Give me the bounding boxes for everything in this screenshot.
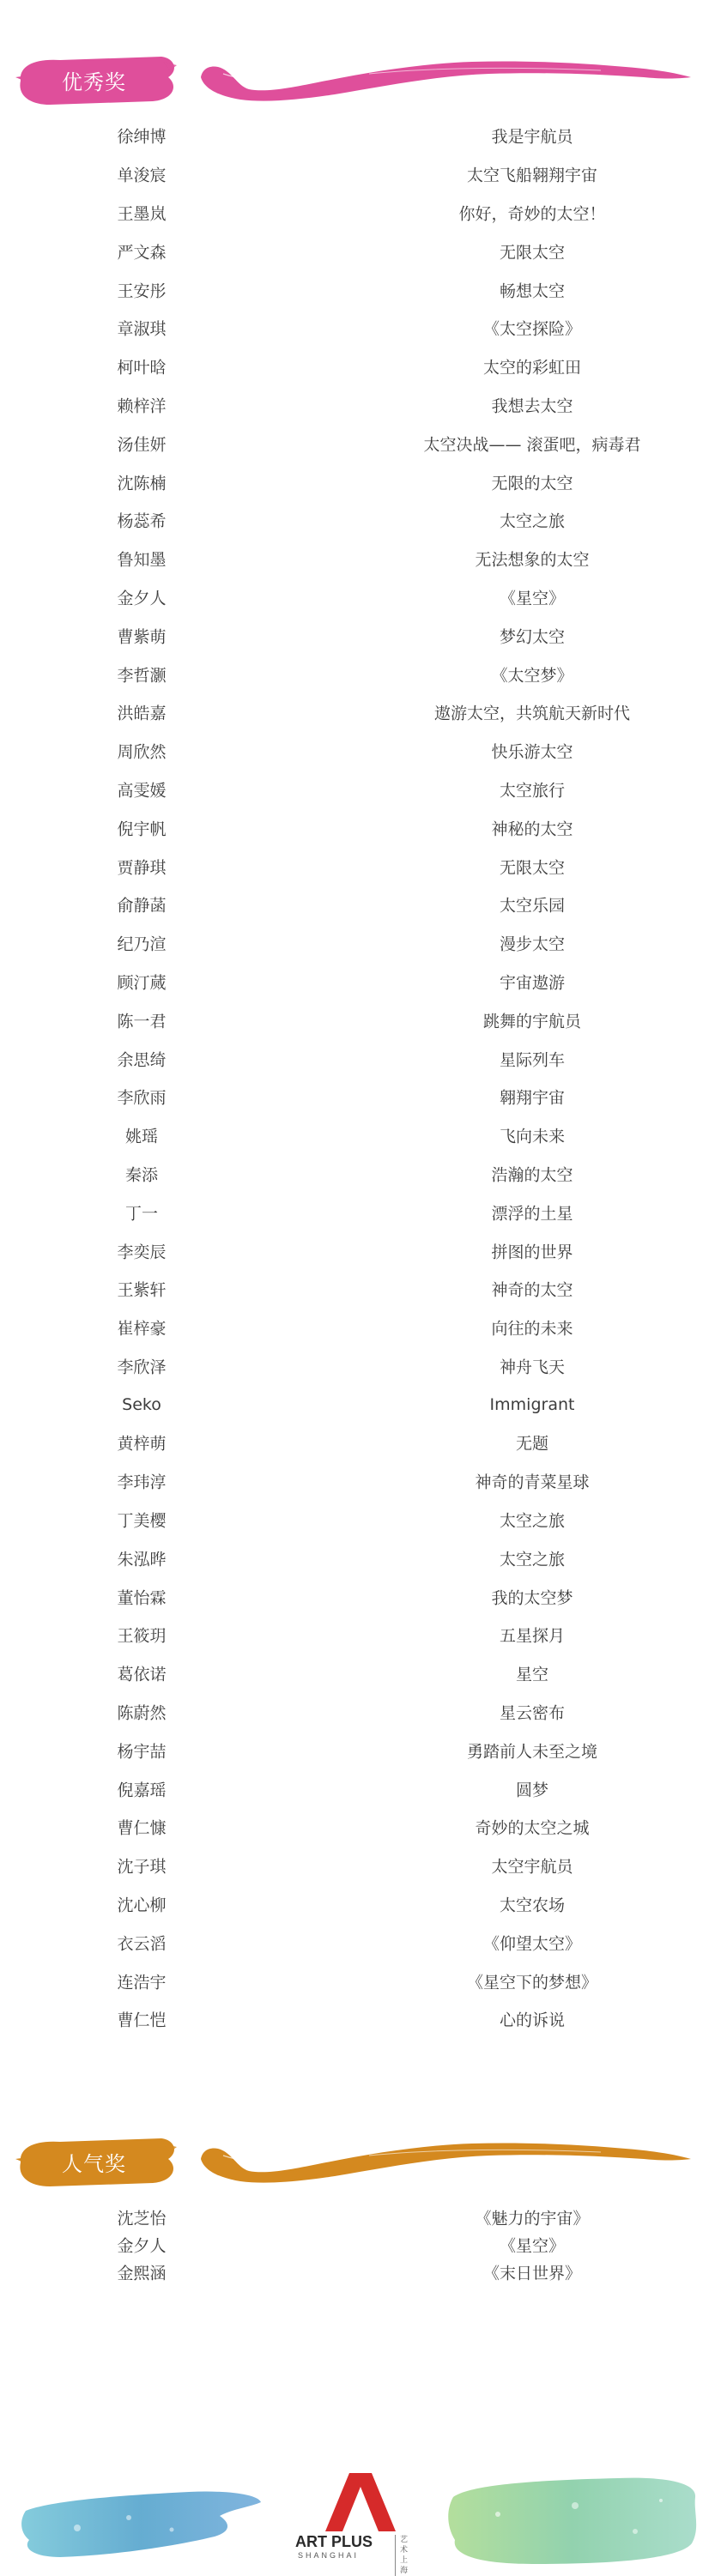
list-item xyxy=(0,924,721,963)
artwork-title: 神奇的太空 xyxy=(491,1280,573,1300)
list-item xyxy=(0,808,721,847)
list-item xyxy=(0,1155,721,1194)
winner-name: 董怡霖 xyxy=(117,1588,167,1608)
list-item xyxy=(0,386,721,425)
winner-name: 杨宇喆 xyxy=(117,1742,167,1762)
winner-name: 陈蔚然 xyxy=(117,1703,167,1723)
artwork-title: 我是宇航员 xyxy=(491,127,573,147)
winner-name: 沈陈楠 xyxy=(117,474,167,493)
winner-name: 金夕人 xyxy=(117,589,167,608)
list-item xyxy=(0,424,721,463)
popularity-header xyxy=(0,2125,721,2202)
winner-name: 顾汀蒇 xyxy=(117,973,167,993)
excellence-header xyxy=(0,43,721,120)
list-item xyxy=(0,1616,721,1654)
winner-name: 丁一 xyxy=(124,1204,158,1224)
list-item xyxy=(0,1885,721,1924)
winner-name: Seko xyxy=(122,1394,161,1414)
list-item xyxy=(0,1347,721,1386)
winner-name: 葛依诺 xyxy=(117,1665,167,1684)
artwork-title: 你好，奇妙的太空！ xyxy=(458,204,606,224)
artwork-title: 我的太空梦 xyxy=(491,1588,573,1608)
winner-name: 黄梓萌 xyxy=(117,1434,167,1454)
artwork-title: 漂浮的土星 xyxy=(491,1204,573,1224)
watercolor-wash-icon xyxy=(17,2476,266,2562)
list-item xyxy=(0,1847,721,1885)
winner-name: 徐绅博 xyxy=(117,127,167,147)
winner-name: 柯叶晗 xyxy=(117,358,167,378)
winner-name: 李奕辰 xyxy=(117,1243,167,1261)
artwork-title: 《太空探险》 xyxy=(482,319,581,339)
winner-name: 汤佳妍 xyxy=(117,435,167,455)
winner-name: 王筱玥 xyxy=(117,1626,167,1646)
artwork-title: 宇宙遨游 xyxy=(499,973,565,993)
winner-name: 连浩宇 xyxy=(117,1973,167,1992)
artwork-title: 神奇的青菜星球 xyxy=(475,1472,590,1492)
artwork-title: 《仰望太空》 xyxy=(482,1934,581,1954)
winner-name: 衣云滔 xyxy=(117,1934,167,1954)
winner-name: 金夕人 xyxy=(117,2236,167,2256)
list-item xyxy=(0,540,721,578)
list-item xyxy=(0,1001,721,1039)
list-item xyxy=(0,1309,721,1347)
winner-name: 倪嘉瑶 xyxy=(117,1781,167,1800)
winner-name: 王安彤 xyxy=(117,281,167,301)
logo-subtext: SHANGHAI xyxy=(298,2551,360,2560)
artwork-title: 《星空》 xyxy=(499,589,565,608)
winner-name: 洪皓嘉 xyxy=(117,704,167,723)
winner-name: 余思绮 xyxy=(117,1050,167,1070)
artwork-title: 星空 xyxy=(515,1665,548,1684)
artwork-title: 无限太空 xyxy=(499,858,565,878)
list-item xyxy=(0,2231,721,2259)
list-item xyxy=(0,1962,721,2000)
popularity-badge xyxy=(15,2133,179,2190)
artwork-title: 心的诉说 xyxy=(499,2011,565,2030)
artwork-title: 拼图的世界 xyxy=(491,1243,573,1261)
artwork-title: 浩瀚的太空 xyxy=(491,1165,573,1185)
popularity-list xyxy=(0,2204,721,2286)
list-item xyxy=(0,501,721,540)
winner-name: 周欣然 xyxy=(117,742,167,762)
artwork-title: 太空农场 xyxy=(499,1896,565,1915)
winner-name: 姚瑶 xyxy=(124,1127,158,1146)
list-item xyxy=(0,693,721,732)
list-item xyxy=(0,1693,721,1732)
artwork-title: 无限的太空 xyxy=(491,474,573,493)
artwork-title: 向往的未来 xyxy=(491,1319,573,1339)
winner-name: 李玮淳 xyxy=(117,1472,167,1492)
list-item xyxy=(0,348,721,386)
artwork-title: 快乐游太空 xyxy=(491,742,573,762)
winner-name: 单浚宸 xyxy=(117,166,167,185)
winner-name: 沈子琪 xyxy=(117,1857,167,1877)
list-item xyxy=(0,1193,721,1231)
brush-stroke-icon xyxy=(197,2130,695,2198)
winner-name: 李欣雨 xyxy=(117,1088,167,1108)
artwork-title: 太空之旅 xyxy=(499,1550,565,1569)
artwork-title: 圆梦 xyxy=(515,1781,548,1800)
list-item xyxy=(0,1539,721,1577)
art-plus-logo-icon xyxy=(324,2471,397,2533)
artwork-title: 太空飞船翱翔宇宙 xyxy=(466,166,597,185)
list-item xyxy=(0,1731,721,1769)
winner-name: 俞静菡 xyxy=(117,896,167,916)
artwork-title: 勇踏前人未至之境 xyxy=(466,1742,597,1762)
winner-name: 曹仁慷 xyxy=(117,1818,167,1838)
list-item xyxy=(0,771,721,809)
list-item xyxy=(0,2259,721,2286)
list-item xyxy=(0,1270,721,1309)
brush-stroke-icon xyxy=(197,48,695,117)
artwork-title: Immigrant xyxy=(489,1394,575,1414)
winner-name: 金熙涵 xyxy=(117,2264,167,2283)
artwork-title: 太空的彩虹田 xyxy=(482,358,581,378)
list-item xyxy=(0,1385,721,1424)
list-item xyxy=(0,1808,721,1847)
artwork-title: 神舟飞天 xyxy=(499,1358,565,1377)
winner-name: 倪宇帆 xyxy=(117,819,167,839)
winner-name: 曹紫萌 xyxy=(117,627,167,647)
winner-name: 杨蕊希 xyxy=(117,511,167,531)
artwork-title: 太空乐园 xyxy=(499,896,565,916)
artwork-title: 畅想太空 xyxy=(499,281,565,301)
winner-name: 高雯媛 xyxy=(117,781,167,801)
list-item xyxy=(0,1231,721,1270)
logo-chinese: 艺术上海 xyxy=(395,2535,410,2576)
artwork-title: 太空之旅 xyxy=(499,511,565,531)
list-item xyxy=(0,463,721,501)
list-item xyxy=(0,655,721,693)
list-item xyxy=(0,117,721,155)
artwork-title: 太空之旅 xyxy=(499,1511,565,1531)
artwork-title: 无题 xyxy=(515,1434,548,1454)
winner-name: 王墨岚 xyxy=(117,204,167,224)
watercolor-wash-icon xyxy=(446,2471,704,2567)
artwork-title: 《太空梦》 xyxy=(491,666,573,686)
winner-name: 沈心柳 xyxy=(117,1896,167,1915)
list-item xyxy=(0,1039,721,1078)
list-item xyxy=(0,1923,721,1962)
list-item xyxy=(0,963,721,1001)
list-item xyxy=(0,232,721,270)
artwork-title: 我想去太空 xyxy=(491,396,573,416)
excellence-list xyxy=(0,117,721,2039)
artwork-title: 《末日世界》 xyxy=(482,2264,581,2283)
artwork-title: 太空宇航员 xyxy=(491,1857,573,1877)
list-item xyxy=(0,2000,721,2039)
artwork-title: 《星空下的梦想》 xyxy=(466,1973,597,1992)
artwork-title: 《星空》 xyxy=(499,2236,565,2256)
winner-name: 严文森 xyxy=(117,243,167,263)
list-item xyxy=(0,616,721,655)
winner-name: 章淑琪 xyxy=(117,319,167,339)
winner-name: 贾静琪 xyxy=(117,858,167,878)
list-item xyxy=(0,1769,721,1808)
footer xyxy=(0,2471,721,2575)
artwork-title: 星云密布 xyxy=(499,1703,565,1723)
logo-text: ART PLUS xyxy=(295,2533,373,2550)
artwork-title: 《魅力的宇宙》 xyxy=(475,2209,590,2228)
list-item xyxy=(0,847,721,886)
artwork-title: 太空决战—— 滚蛋吧，病毒君 xyxy=(423,435,641,455)
artwork-title: 无法想象的太空 xyxy=(475,550,590,570)
winner-name: 陈一君 xyxy=(117,1012,167,1031)
winner-name: 李欣泽 xyxy=(117,1358,167,1377)
list-item xyxy=(0,270,721,309)
list-item xyxy=(0,1116,721,1155)
list-item xyxy=(0,1424,721,1462)
section-title: 人气奖 xyxy=(62,2152,126,2176)
artwork-title: 跳舞的宇航员 xyxy=(482,1012,581,1031)
list-item xyxy=(0,1577,721,1616)
winner-name: 曹仁恺 xyxy=(117,2011,167,2030)
list-item xyxy=(0,886,721,924)
winner-name: 沈芝怡 xyxy=(117,2209,167,2228)
list-item xyxy=(0,578,721,617)
list-item xyxy=(0,1654,721,1693)
winner-name: 崔梓豪 xyxy=(117,1319,167,1339)
artwork-title: 星际列车 xyxy=(499,1050,565,1070)
list-item xyxy=(0,1078,721,1116)
winner-name: 秦添 xyxy=(124,1165,158,1185)
list-item xyxy=(0,155,721,194)
artwork-title: 漫步太空 xyxy=(499,934,565,954)
artwork-title: 奇妙的太空之城 xyxy=(475,1818,590,1838)
artwork-title: 无限太空 xyxy=(499,243,565,263)
winner-name: 王紫轩 xyxy=(117,1280,167,1300)
list-item xyxy=(0,194,721,233)
artwork-title: 五星探月 xyxy=(499,1626,565,1646)
artwork-title: 遨游太空，共筑航天新时代 xyxy=(433,704,630,723)
artwork-title: 梦幻太空 xyxy=(499,627,565,647)
excellence-badge xyxy=(15,51,179,108)
list-item xyxy=(0,1462,721,1501)
artwork-title: 飞向未来 xyxy=(499,1127,565,1146)
artwork-title: 翱翔宇宙 xyxy=(499,1088,565,1108)
artwork-title: 太空旅行 xyxy=(499,781,565,801)
winner-name: 纪乃渲 xyxy=(117,934,167,954)
section-title: 优秀奖 xyxy=(62,70,126,94)
winner-name: 丁美樱 xyxy=(117,1511,167,1531)
winner-name: 朱泓晔 xyxy=(117,1550,167,1569)
list-item xyxy=(0,1501,721,1539)
list-item xyxy=(0,2204,721,2231)
winner-name: 李哲灏 xyxy=(117,666,167,686)
winner-name: 鲁知墨 xyxy=(117,550,167,570)
winner-name: 赖梓洋 xyxy=(117,396,167,416)
artwork-title: 神秘的太空 xyxy=(491,819,573,839)
list-item xyxy=(0,732,721,771)
list-item xyxy=(0,309,721,348)
